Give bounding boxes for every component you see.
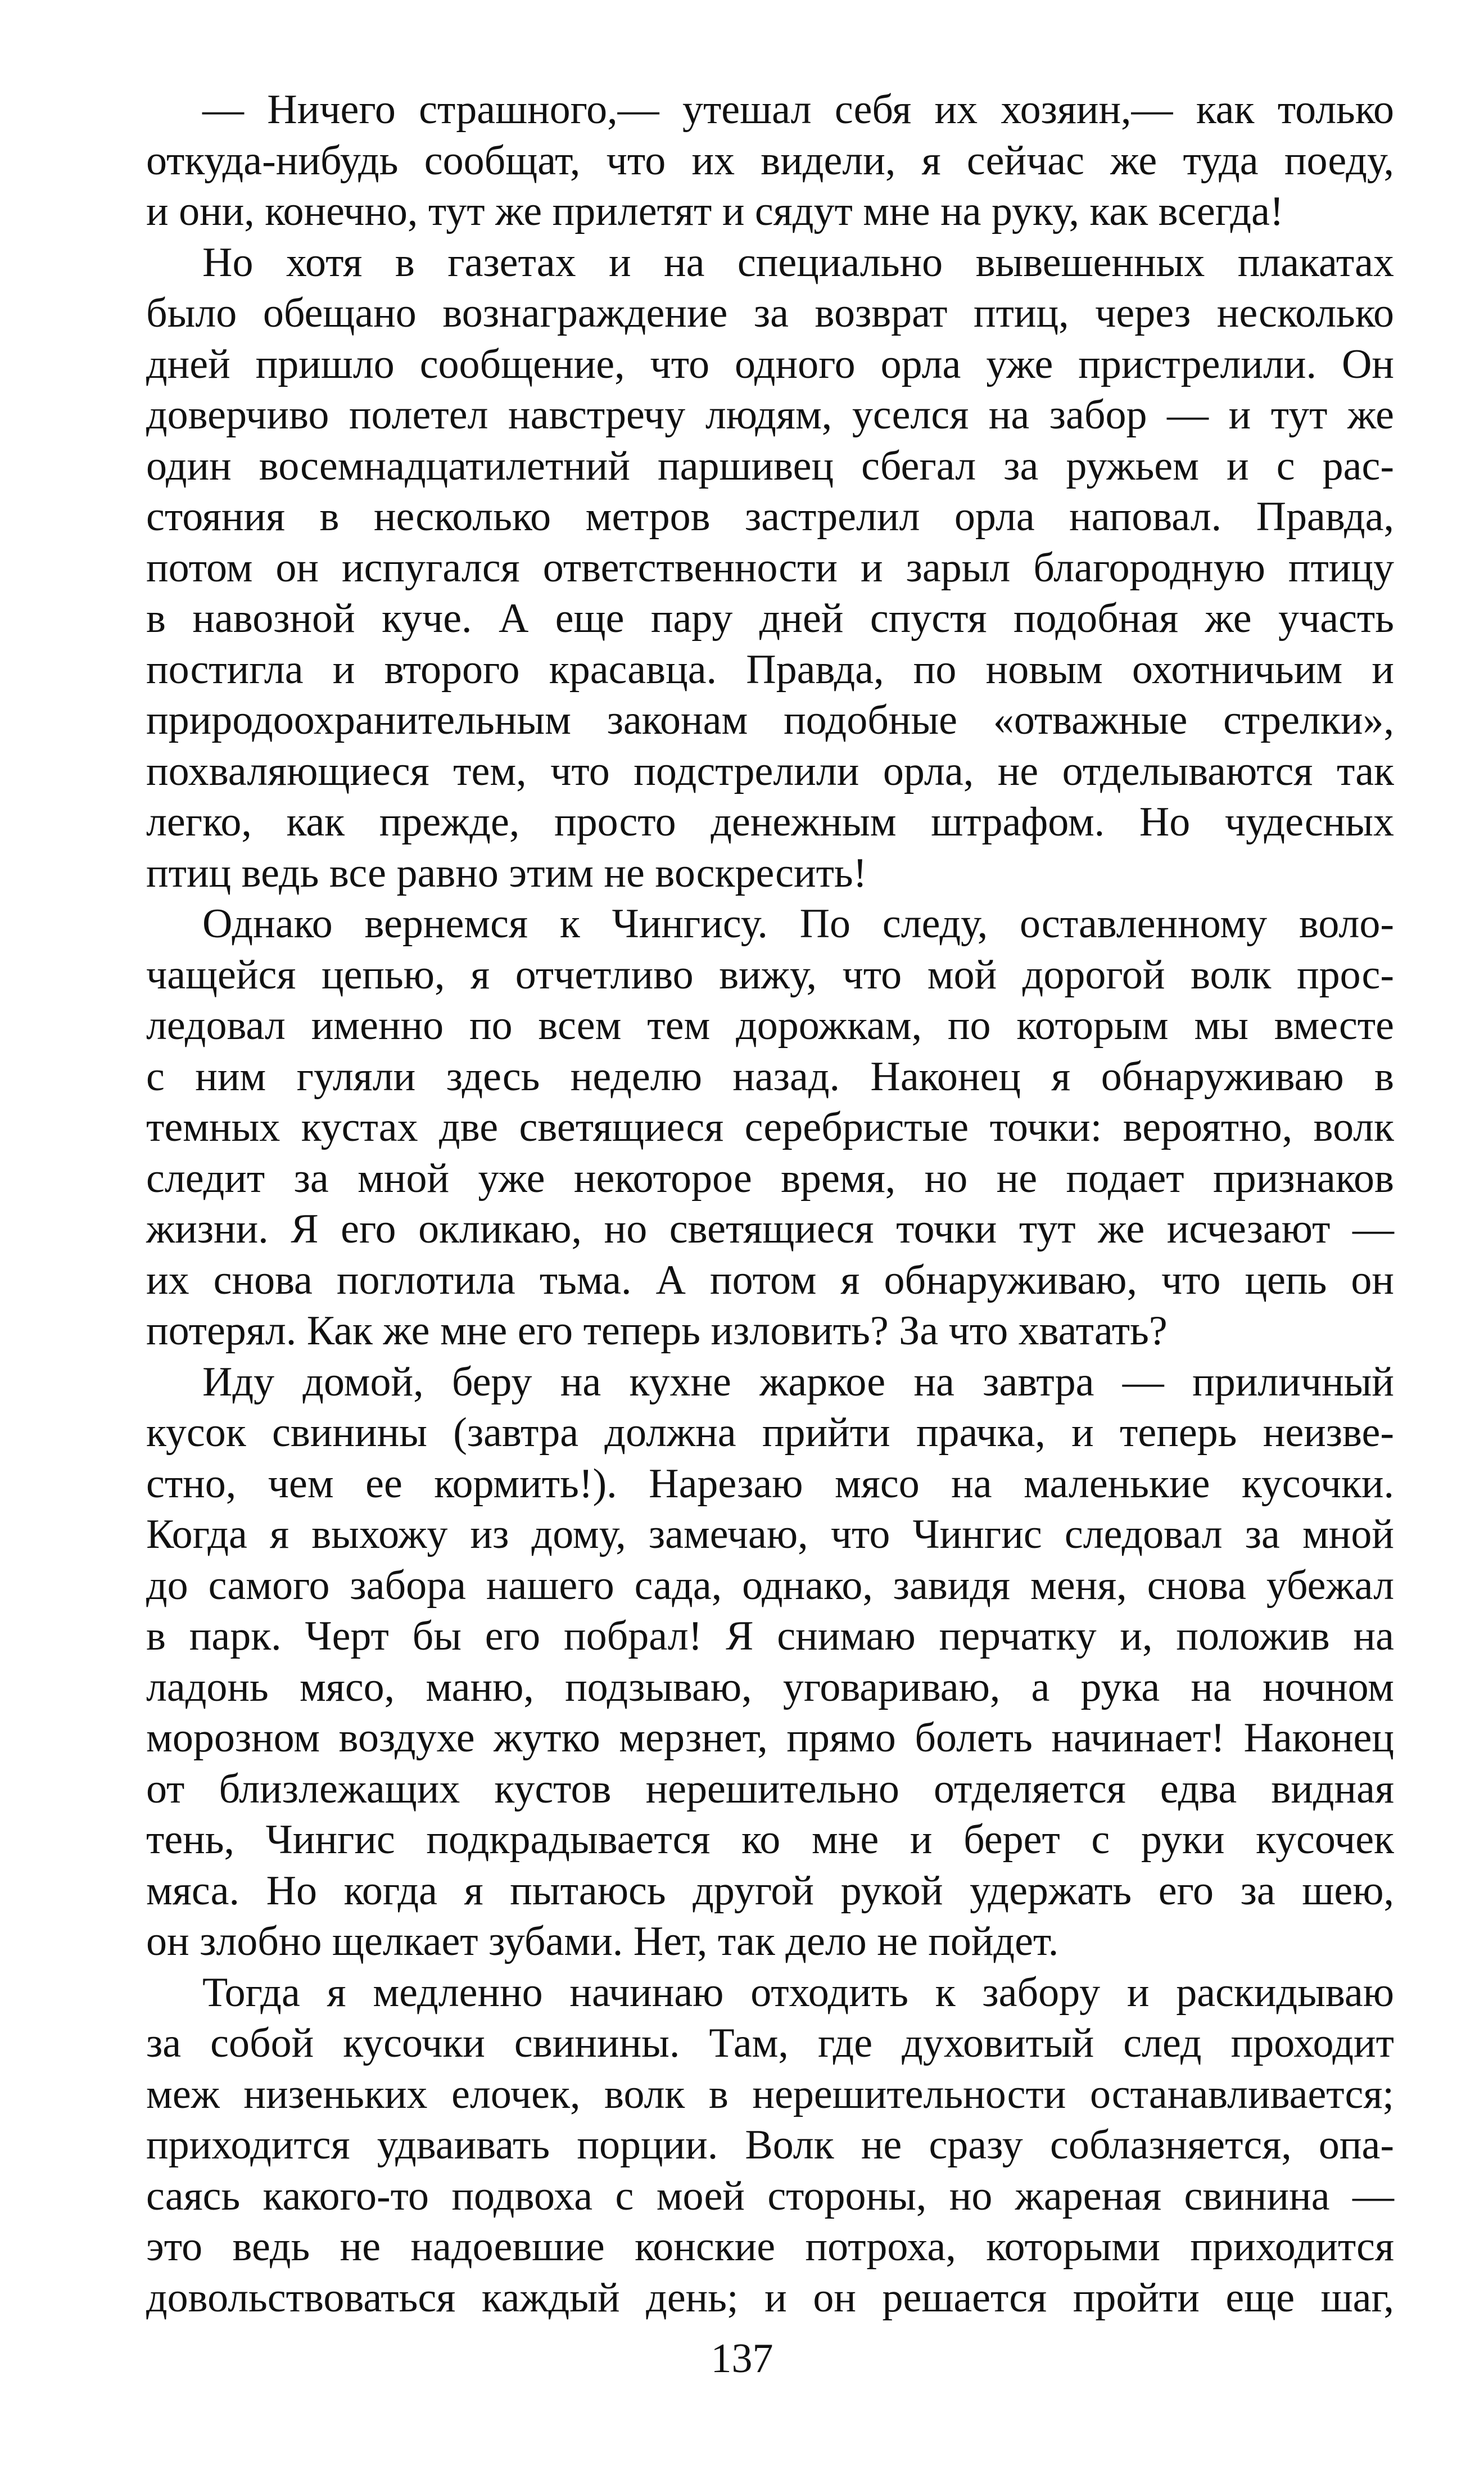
paragraph: [146, 1967, 1394, 2324]
text-line: Но хотя в газетах и на специально вывешенных плакатах: [202, 239, 1394, 286]
text-line: жизни. Я его окликаю, но светящиеся точки тут же исчезают —: [146, 1206, 1394, 1252]
text-line: потерял. Как же мне его теперь изловить? За что хватать?: [146, 1308, 1168, 1354]
text-line: один восемнадцатилетний паршивец сбегал за ружьем и с рас-: [146, 442, 1394, 489]
text-line: кусок свинины (завтра должна прийти прачка, и теперь неизве-: [146, 1410, 1394, 1456]
text-line: дней пришло сообщение, что одного орла уже пристрелили. Он: [146, 341, 1394, 387]
text-line: природоохранительным законам подобные «отважные стрелки»,: [146, 697, 1394, 743]
text-line: — Ничего страшного,— утешал себя их хозяин,— как только: [202, 87, 1394, 133]
text-line: ладонь мясо, маню, подзываю, уговариваю, а рука на ночном: [146, 1664, 1394, 1710]
page-number: 137: [711, 2336, 773, 2382]
text-line: чащейся цепью, я отчетливо вижу, что мой дорогой волк прос-: [146, 951, 1394, 998]
text-line: приходится удваивать порции. Волк не сразу соблазняется, опа-: [146, 2122, 1394, 2168]
text-line: он злобно щелкает зубами. Нет, так дело не пойдет.: [146, 1918, 1059, 1964]
text-line: это ведь не надоевшие конские потроха, которыми приходится: [146, 2224, 1394, 2270]
text-line: Тогда я медленно начинаю отходить к забору и раскидываю: [202, 1969, 1394, 2016]
text-line: в навозной куче. А еще пару дней спустя подобная же участь: [146, 595, 1394, 642]
paragraph: [146, 84, 1394, 237]
text-line: Иду домой, беру на кухне жаркое на завтра — приличный: [202, 1358, 1394, 1405]
text-line: потом он испугался ответственности и зарыл благородную птицу: [146, 544, 1394, 591]
text-line: тень, Чингис подкрадывается ко мне и берет с руки кусочек: [146, 1817, 1394, 1863]
text-line: было обещано вознаграждение за возврат птиц, через несколько: [146, 290, 1394, 336]
text-line: их снова поглотила тьма. А потом я обнаруживаю, что цепь он: [146, 1257, 1394, 1303]
text-line: похваляющиеся тем, что подстрелили орла, не отделываются так: [146, 748, 1394, 794]
text-line: стно, чем ее кормить!). Нарезаю мясо на маленькие кусочки.: [146, 1460, 1394, 1507]
text-line: меж низеньких елочек, волк в нерешительности останавливается;: [146, 2071, 1394, 2117]
paragraph: [146, 1357, 1394, 1967]
text-line: в парк. Черт бы его побрал! Я снимаю перчатку и, положив на: [146, 1613, 1394, 1659]
text-line: и они, конечно, тут же прилетят и сядут мне на руку, как всегда!: [146, 188, 1284, 234]
body-text: [146, 84, 1394, 2323]
text-line: легко, как прежде, просто денежным штрафом. Но чудесных: [146, 799, 1394, 845]
text-line: темных кустах две светящиеся серебристые точки: вероятно, волк: [146, 1104, 1394, 1150]
paragraph: [146, 898, 1394, 1357]
text-line: постигла и второго красавца. Правда, по новым охотничьим и: [146, 646, 1394, 693]
text-line: до самого забора нашего сада, однако, завидя меня, снова убежал: [146, 1562, 1394, 1609]
text-line: мяса. Но когда я пытаюсь другой рукой удержать его за шею,: [146, 1867, 1394, 1914]
text-line: следит за мной уже некоторое время, но не подает признаков: [146, 1155, 1394, 1202]
text-line: Однако вернемся к Чингису. По следу, оставленному воло-: [202, 901, 1394, 947]
text-line: Когда я выхожу из дому, замечаю, что Чингис следовал за мной: [146, 1511, 1394, 1557]
text-line: ледовал именно по всем тем дорожкам, по которым мы вместе: [146, 1002, 1394, 1049]
text-line: стояния в несколько метров застрелил орла наповал. Правда,: [146, 494, 1394, 540]
paragraph: [146, 237, 1394, 899]
text-line: с ним гуляли здесь неделю назад. Наконец я обнаруживаю в: [146, 1053, 1394, 1100]
text-line: за собой кусочки свинины. Там, где духовитый след проходит: [146, 2020, 1394, 2066]
text-line: довольствоваться каждый день; и он решается пройти еще шаг,: [146, 2274, 1394, 2321]
text-line: от близлежащих кустов нерешительно отделяется едва видная: [146, 1765, 1394, 1812]
text-line: птиц ведь все равно этим не воскресить!: [146, 850, 867, 896]
text-line: саясь какого-то подвоха с моей стороны, но жареная свинина —: [146, 2173, 1394, 2219]
text-line: откуда-нибудь сообщат, что их видели, я сейчас же туда поеду,: [146, 137, 1394, 184]
text-line: морозном воздухе жутко мерзнет, прямо болеть начинает! Наконец: [146, 1715, 1394, 1761]
text-line: доверчиво полетел навстречу людям, уселся на забор — и тут же: [146, 392, 1394, 438]
